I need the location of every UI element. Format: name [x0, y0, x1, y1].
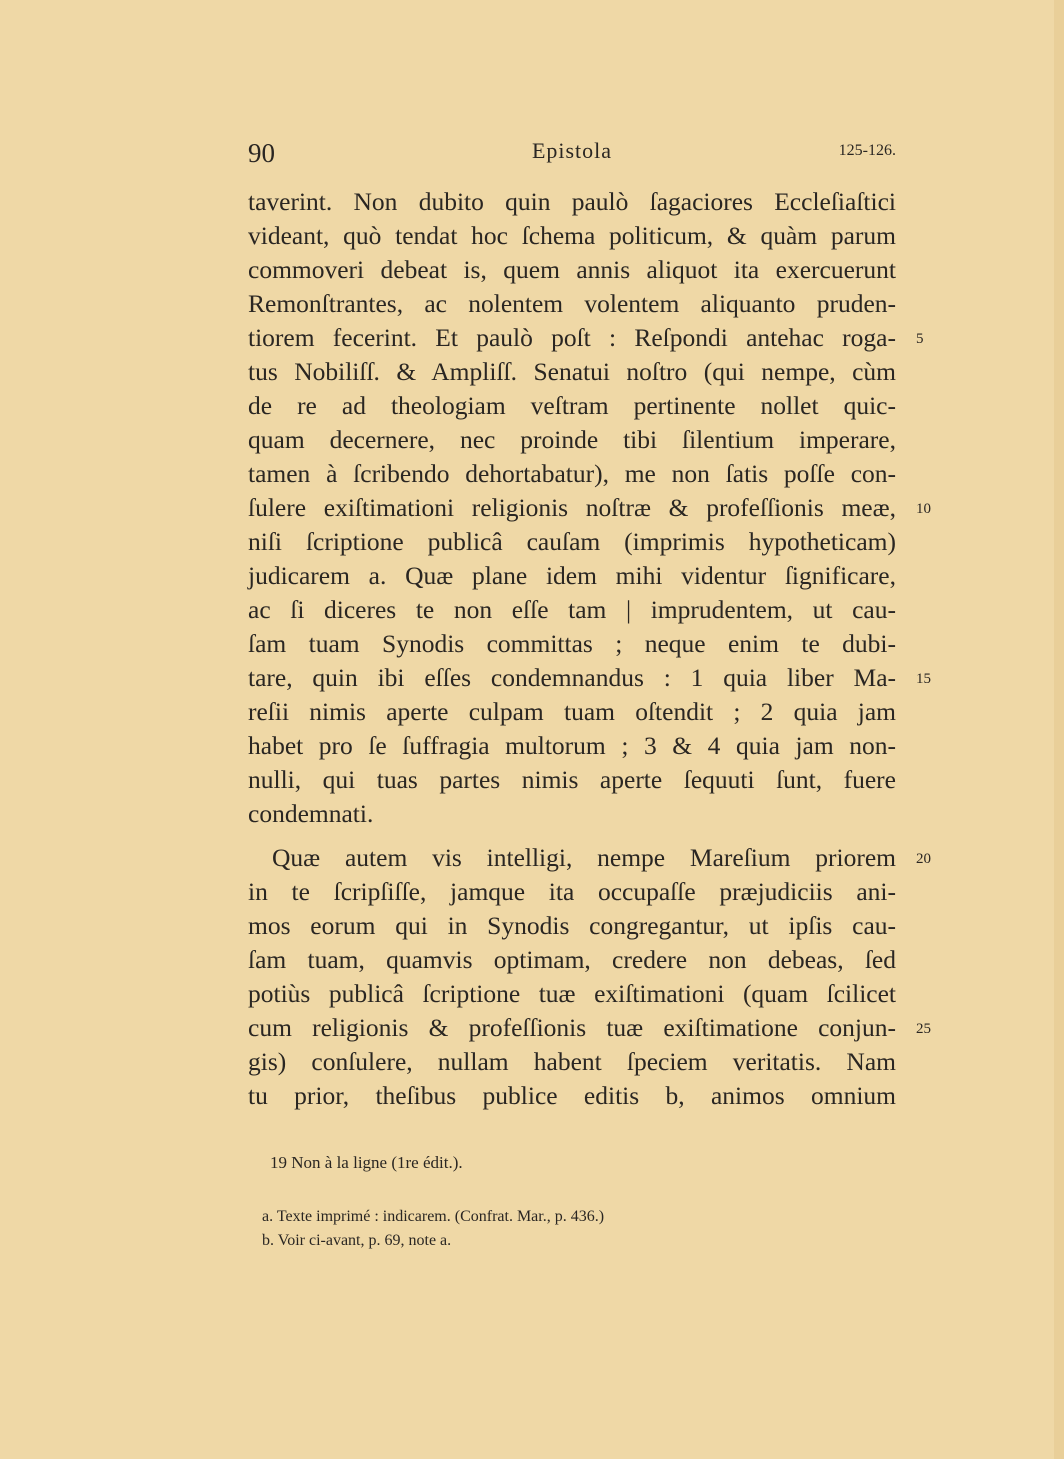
text-line: judicarem a. Quæ plane idem mihi videntur ſignificare, — [248, 561, 896, 590]
line-number: 5 — [916, 331, 924, 347]
text-line: nulli, qui tuas partes nimis aperte ſequuti ſunt, fuere — [248, 765, 896, 794]
line-number: 25 — [916, 1021, 931, 1037]
running-header — [248, 138, 896, 170]
text-line: mos eorum qui in Synodis congregantur, ut ipſis cau- — [248, 911, 896, 940]
text-line: tare, quin ibi eſſes condemnandus : 1 quia liber Ma- — [248, 663, 896, 692]
text-line: ſam tuam, quamvis optimam, credere non debeas, ſed — [248, 945, 896, 974]
text-line: tamen à ſcribendo dehortabatur), me non ſatis poſſe con- — [248, 459, 896, 488]
text-line: commoveri debeat is, quem annis aliquot ita exercuerunt — [248, 255, 896, 284]
page-number: 90 — [248, 138, 275, 168]
text-line: de re ad theologiam veſtram pertinente nollet quic- — [248, 391, 896, 420]
page-edge — [1054, 0, 1064, 1459]
text-line: reſii nimis aperte culpam tuam oſtendit ; 2 quia jam — [248, 697, 896, 726]
page-range: 125-126. — [838, 142, 896, 159]
text-line: videant, quò tendat hoc ſchema politicum, & quàm parum — [248, 221, 896, 250]
text-line: in te ſcripſiſſe, jamque ita occupaſſe præjudiciis ani- — [248, 877, 896, 906]
text-line: tu prior, theſibus publice editis b, animos omnium — [248, 1081, 896, 1110]
text-line: ſulere exiſtimationi religionis noſtræ & profeſſionis meæ, — [248, 493, 896, 522]
line-number: 20 — [916, 851, 931, 867]
text-line: cum religionis & profeſſionis tuæ exiſtimatione conjun- — [248, 1013, 896, 1042]
line-number: 10 — [916, 501, 931, 517]
variant-note: 19 Non à la ligne (1re édit.). — [270, 1153, 463, 1172]
text-line: ac ſi diceres te non eſſe tam | imprudentem, ut cau- — [248, 595, 896, 624]
text-line: Remonſtrantes, ac nolentem volentem aliquanto pruden- — [248, 289, 896, 318]
footnote-a: a. Texte imprimé : indicarem. (Confrat. Mar., p. 436.) — [262, 1208, 605, 1225]
text-line: tiorem fecerint. Et paulò poſt : Reſpondi antehac roga- — [248, 323, 896, 352]
text-line: habet pro ſe ſuffragia multorum ; 3 & 4 quia jam non- — [248, 731, 896, 760]
text-line: niſi ſcriptione publicâ cauſam (imprimis hypotheticam) — [248, 527, 896, 556]
text-line: potiùs publicâ ſcriptione tuæ exiſtimationi (quam ſcilicet — [248, 979, 896, 1008]
text-line: ſam tuam Synodis committas ; neque enim te dubi- — [248, 629, 896, 658]
text-line: gis) conſulere, nullam habent ſpeciem veritatis. Nam — [248, 1047, 896, 1076]
line-number: 15 — [916, 671, 931, 687]
footnote-b: b. Voir ci-avant, p. 69, note a. — [262, 1232, 452, 1249]
text-line: condemnati. — [248, 799, 374, 828]
text-line: taverint. Non dubito quin paulò ſagaciores Eccleſiaſtici — [248, 187, 896, 216]
text-line: quam decernere, nec proinde tibi ſilentium imperare, — [248, 425, 896, 454]
text-line: Quæ autem vis intelligi, nempe Mareſium priorem — [272, 843, 896, 872]
text-line: tus Nobiliſſ. & Ampliſſ. Senatui noſtro (qui nempe, cùm — [248, 357, 896, 386]
running-title: Epistola — [531, 138, 613, 163]
